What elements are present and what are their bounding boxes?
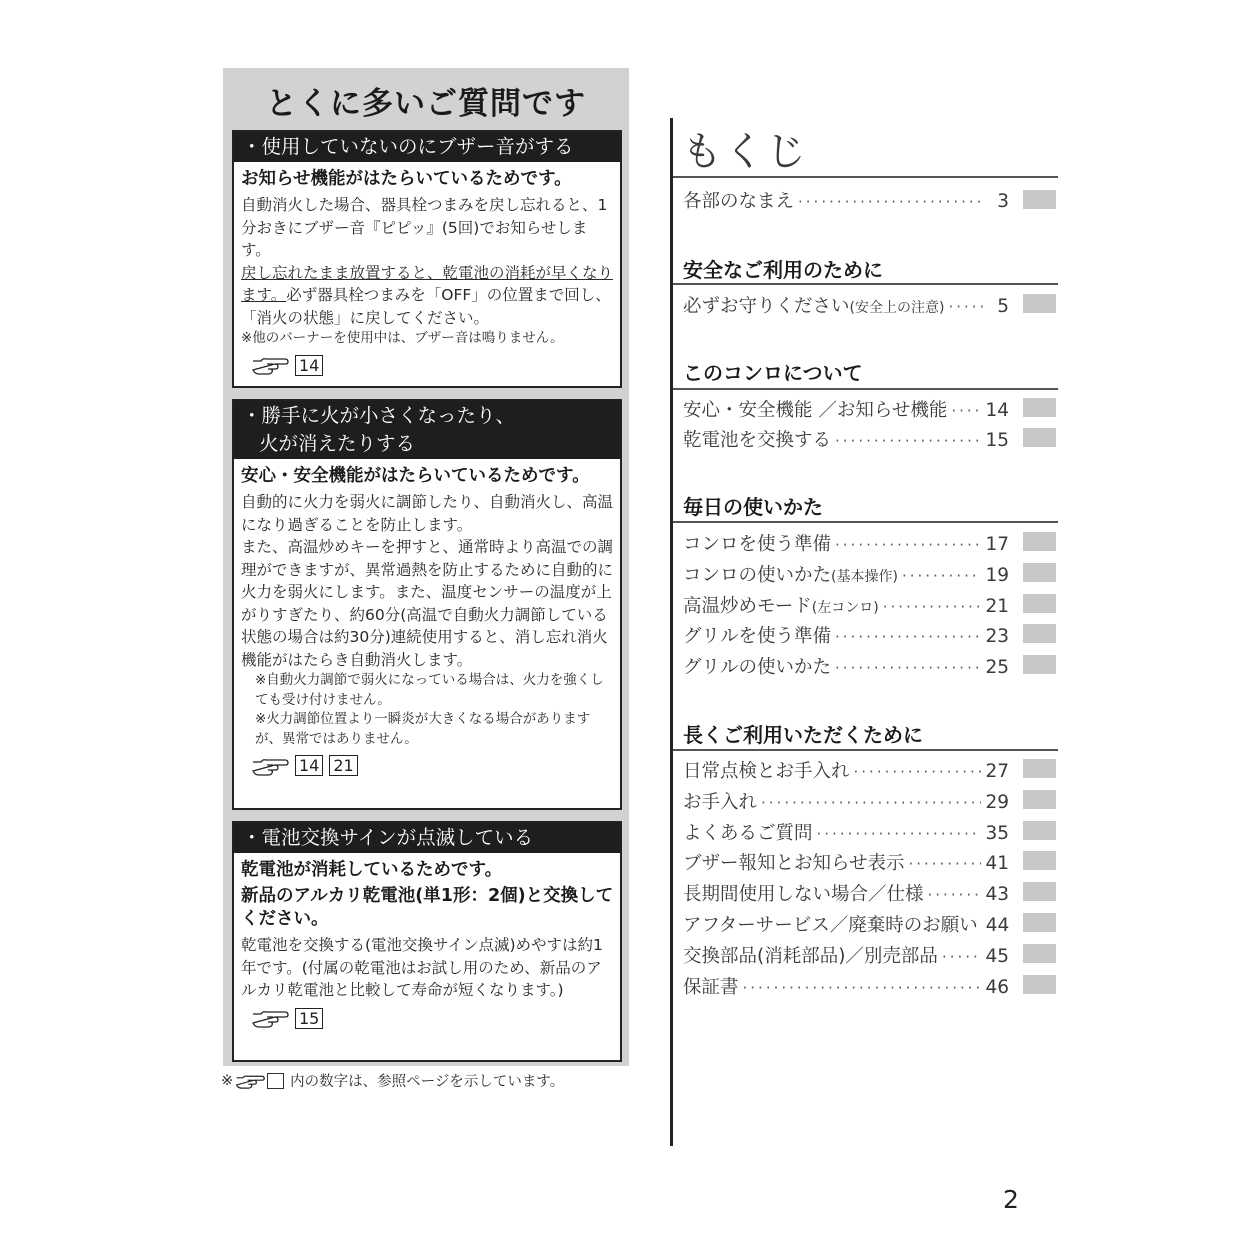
toc-tab-marker	[1023, 882, 1056, 901]
toc-tab-marker	[1023, 851, 1056, 870]
toc-item-page: 46	[985, 977, 1009, 998]
toc-tab-marker	[1023, 563, 1056, 582]
toc-leader-dots	[761, 794, 981, 812]
toc-item[interactable]	[683, 849, 1009, 875]
page-reference[interactable]: 14	[295, 355, 323, 376]
toc-item-page: 3	[997, 191, 1009, 212]
faq-lead: 乾電池が消耗しているためです。	[241, 860, 503, 880]
toc-item-page: 43	[985, 884, 1009, 905]
page-number: 2	[1003, 1185, 1019, 1214]
toc-tab-marker	[1023, 759, 1056, 778]
faq-lead: 新品のアルカリ乾電池(単1形：2個)と交換してください。	[241, 886, 614, 929]
toc-leader-dots	[835, 659, 981, 677]
toc-item-label: グリルの使いかた	[683, 657, 832, 678]
toc-item[interactable]	[683, 880, 1009, 906]
pointing-hand-icon	[251, 756, 289, 776]
toc-tab-marker	[1023, 398, 1056, 417]
faq-note: ※他のバーナーを使用中は、ブザー音は鳴りません。	[241, 330, 564, 346]
toc-leader-dots	[908, 855, 981, 873]
toc-item-page: 45	[985, 946, 1009, 967]
toc-item[interactable]	[683, 292, 1009, 318]
toc-item-label: 保証書	[683, 977, 739, 998]
toc-item-label: コンロの使いかた	[683, 565, 832, 586]
toc-leader-dots	[835, 628, 981, 646]
reference-row	[251, 1008, 614, 1029]
faq-heading	[234, 401, 620, 459]
toc-section-title: このコンロについて	[683, 361, 863, 385]
toc-section-title: 長くご利用いただくために	[683, 723, 923, 747]
toc-rule	[673, 749, 1058, 751]
faq-heading-line: 火が消えたりする	[259, 432, 416, 455]
pointing-hand-icon	[251, 1008, 289, 1028]
toc-tab-marker	[1023, 944, 1056, 963]
toc-item[interactable]	[683, 530, 1009, 556]
toc-item-label: よくあるご質問	[683, 823, 813, 844]
toc-item[interactable]	[683, 187, 1009, 213]
toc-title: もくじ	[682, 129, 808, 175]
faq-box-buzzer	[232, 130, 622, 388]
faq-text	[241, 194, 614, 329]
toc-tab-marker	[1023, 428, 1056, 447]
toc-leader-dots	[854, 763, 982, 781]
faq-lead: お知らせ機能がはたらいているためです。	[241, 169, 572, 189]
toc-item[interactable]	[683, 819, 1009, 845]
page-reference[interactable]: 14	[295, 755, 323, 776]
toc-item-label: アフターサービス／廃棄時のお願い	[683, 915, 978, 936]
reference-row	[251, 355, 614, 376]
faq-note: ※火力調節位置より一瞬炎が大きくなる場合がありますが、異常ではありません。	[255, 711, 591, 747]
toc-tab-marker	[1023, 594, 1056, 613]
toc-item[interactable]	[683, 592, 1009, 618]
toc-item[interactable]	[683, 973, 1009, 999]
toc-rule	[673, 521, 1058, 523]
toc-leader-dots	[835, 432, 981, 450]
toc-leader-dots	[942, 948, 982, 966]
toc-item-page: 17	[985, 534, 1009, 555]
toc-tab-marker	[1023, 532, 1056, 551]
toc-tab-marker	[1023, 975, 1056, 994]
toc-item-sublabel: (左コンロ)	[811, 600, 879, 616]
toc-item[interactable]	[683, 561, 1009, 587]
toc-item-label: グリルを使う準備	[683, 626, 832, 647]
toc-tab-marker	[1023, 655, 1056, 674]
toc-leader-dots	[817, 825, 982, 843]
faq-heading-line: ・勝手に火が小さくなったり、	[242, 404, 516, 427]
toc-item-label: ブザー報知とお知らせ表示	[683, 853, 905, 874]
toc-item-page: 19	[985, 565, 1009, 586]
toc-item[interactable]	[683, 653, 1009, 679]
pointing-hand-icon	[235, 1073, 265, 1089]
toc-item-page: 23	[985, 626, 1009, 647]
faq-text-part: 必ず器具栓つまみを「OFF」の位置まで回し、「消火の状態」に戻してください。	[241, 286, 611, 327]
toc-item-label: お手入れ	[683, 792, 758, 813]
faq-box-flame	[232, 399, 622, 810]
toc-leader-dots	[928, 886, 982, 904]
toc-leader-dots	[948, 298, 983, 316]
toc-item-page: 21	[985, 596, 1009, 617]
toc-item-page: 29	[985, 792, 1009, 813]
toc-item[interactable]	[683, 942, 1009, 968]
toc-item-label: 高温炒めモード	[683, 596, 812, 617]
footnote-mark: ※	[221, 1072, 234, 1089]
column-divider	[670, 118, 673, 1146]
toc-tab-marker	[1023, 821, 1056, 840]
toc-item[interactable]	[683, 396, 1009, 422]
toc-item-label: 必ずお守りください	[683, 296, 850, 317]
faq-heading: ・使用していないのにブザー音がする	[234, 132, 620, 162]
toc-item-page: 35	[985, 823, 1009, 844]
toc-item-page: 44	[985, 915, 1010, 936]
faq-note: ※自動火力調節で弱火になっている場合は、火力を強くしても受け付けません。	[255, 672, 604, 708]
toc-item-page: 25	[985, 657, 1009, 678]
toc-section-title: 安全なご利用のために	[683, 258, 883, 282]
toc-item-label: コンロを使う準備	[683, 534, 832, 555]
faq-text: 自動的に火力を弱火に調節したり、自動消火し、高温になり過ぎることを防止します。	[241, 493, 614, 534]
toc-rule	[673, 388, 1058, 390]
toc-item-label: 長期間使用しない場合／仕様	[683, 884, 924, 905]
toc-leader-dots	[902, 567, 982, 585]
page-reference[interactable]: 21	[329, 755, 357, 776]
pointing-hand-icon	[251, 355, 289, 375]
toc-tab-marker	[1023, 913, 1056, 932]
toc-item[interactable]	[683, 622, 1009, 648]
toc-section-title: 毎日の使いかた	[683, 495, 823, 519]
toc-rule	[673, 283, 1058, 285]
toc-item[interactable]	[683, 911, 1009, 937]
faq-panel	[223, 68, 629, 1066]
toc-item-label: 乾電池を交換する	[683, 430, 832, 451]
toc-tab-marker	[1023, 790, 1056, 809]
faq-underlined-text: 戻し忘れたまま放置すると、乾電池の消耗が早くなります。	[241, 263, 614, 304]
toc-leader-dots	[835, 536, 981, 554]
toc-item-label: 交換部品(消耗部品)／別売部品	[683, 946, 938, 967]
toc-item-page: 41	[985, 853, 1009, 874]
toc-item[interactable]	[683, 426, 1009, 452]
toc-item-page: 15	[985, 430, 1009, 451]
toc-item-label: 安心・安全機能 ／お知らせ機能	[683, 400, 948, 421]
toc-tab-marker	[1023, 190, 1056, 209]
toc-rule	[673, 176, 1058, 178]
toc-leader-dots	[743, 979, 982, 997]
toc-item-page: 5	[997, 296, 1009, 317]
toc-item-sublabel: (基本操作)	[831, 569, 898, 585]
faq-heading: ・電池交換サインが点滅している	[234, 823, 620, 853]
toc-item-label: 日常点検とお手入れ	[683, 761, 850, 782]
faq-lead: 安心・安全機能がはたらいているためです。	[241, 466, 590, 486]
toc-tab-marker	[1023, 294, 1056, 313]
toc-leader-dots	[951, 402, 981, 420]
reference-box-icon	[267, 1073, 284, 1089]
footnote	[221, 1070, 564, 1091]
faq-text: また、高温炒めキーを押すと、通常時より高温での調理ができますが、異常過熱を防止するために自動的に火力を弱火にします。また、温度センサーの温度が上がりすぎたり、約60分(高温で自動火力調節している状態の場合は約30分)連続使用すると、消し忘れ消火機能がはたらき自動消火します。	[241, 538, 614, 669]
toc-item-sublabel: (安全上の注意)	[849, 300, 945, 316]
faq-text: 乾電池を交換する(電池交換サイン点滅)めやすは約1年です。(付属の乾電池はお試し用のため、新品のアルカリ乾電池と比較して寿命が短くなります。)	[241, 936, 603, 999]
toc-item-page: 14	[985, 400, 1009, 421]
faq-box-battery	[232, 821, 622, 1062]
toc-item-label: 各部のなまえ	[683, 191, 795, 212]
toc-leader-dots	[883, 598, 982, 616]
reference-row	[251, 755, 614, 776]
faq-title: とくに多いご質問です	[266, 86, 586, 122]
toc-item[interactable]	[683, 788, 1009, 814]
toc-item[interactable]	[683, 757, 1009, 783]
page-reference[interactable]: 15	[295, 1008, 323, 1029]
toc-tab-marker	[1023, 624, 1056, 643]
footnote-text: 内の数字は、参照ページを示しています。	[290, 1074, 565, 1090]
faq-text-part: 自動消火した場合、器具栓つまみを戻し忘れると、1分おきにブザー音『ピピッ』(5回)でお知らせします。	[241, 196, 608, 259]
toc-item-page: 27	[985, 761, 1009, 782]
toc-leader-dots	[798, 193, 983, 211]
